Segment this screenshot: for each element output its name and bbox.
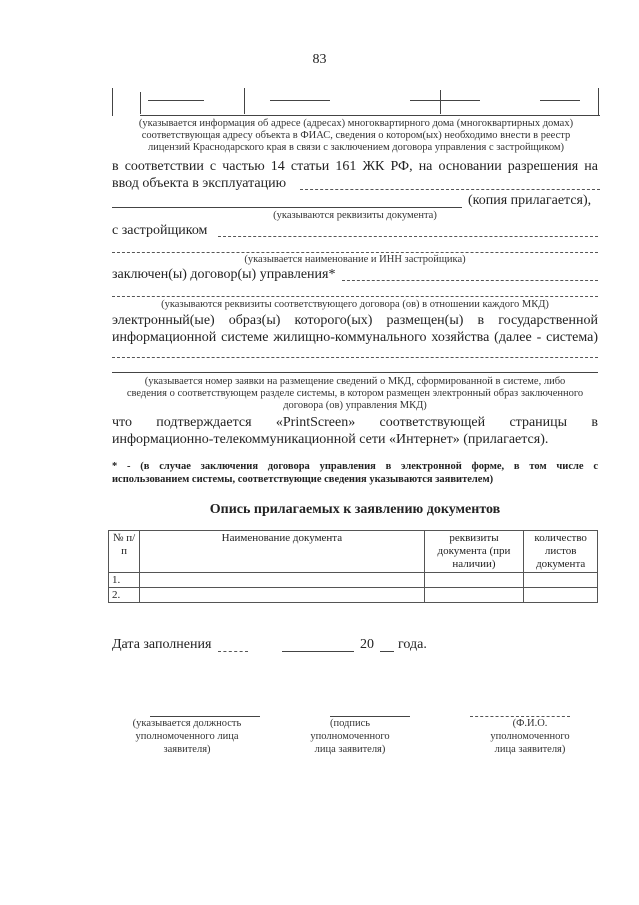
row-doc-name[interactable] <box>140 573 424 588</box>
table-header-row <box>109 531 598 573</box>
signature-hint-line2: уполномоченного <box>310 731 390 742</box>
column-header-sheets: количество листов документа <box>524 531 598 573</box>
paragraph-printscreen-line1: что подтверждается «PrintScreen» соответствующей страницы в <box>112 415 598 430</box>
paragraph-permit-line1: в соответствии с частью 14 статьи 161 ЖК РФ, на основании разрешения на <box>112 159 598 174</box>
column-header-number: № п/п <box>109 531 140 573</box>
fullname-hint-line3: лица заявителя) <box>494 744 566 755</box>
contracts-field-line-2 <box>112 296 598 297</box>
developer-field-line-2 <box>112 252 598 253</box>
row-number: 2. <box>109 588 140 603</box>
address-box-divider <box>440 90 441 114</box>
address-hint-line1: (указывается информация об адресе (адресах) многоквартирного дома (многоквартирных домах) <box>138 118 574 129</box>
date-month-field[interactable] <box>282 651 354 652</box>
address-hint-line3: лицензий Краснодарского края в связи с заключением договора управления с застройщиком) <box>147 142 565 153</box>
signature-field-line[interactable] <box>330 716 410 717</box>
request-hint-line3: договора (ов) управления МКД) <box>283 400 427 411</box>
date-year-suffix: года. <box>398 637 427 652</box>
row-doc-details[interactable] <box>424 588 524 603</box>
address-hint-line2: соответствующая адресу объекта в ФИАС, сведения о котором(ых) необходимо внести в реестр <box>141 130 571 141</box>
row-doc-sheets[interactable] <box>524 573 598 588</box>
footnote-line2: использованием системы, соответствующие сведения указываются заявителем) <box>112 474 494 485</box>
address-field-line <box>410 100 480 101</box>
developer-label: с застройщиком <box>112 223 208 238</box>
position-field-line[interactable] <box>150 716 260 717</box>
paragraph-gis-line1: электронный(ые) образ(ы) которого(ых) размещен(ы) в государственной <box>112 313 598 328</box>
date-label: Дата заполнения <box>112 637 212 652</box>
date-day-field[interactable] <box>218 651 248 652</box>
address-box-left-border <box>112 88 113 116</box>
request-field-line-2 <box>112 372 598 373</box>
table-row <box>109 588 598 603</box>
doc-details-field-line <box>112 207 462 208</box>
request-hint-line1: (указывается номер заявки на размещение сведений о МКД, сформированной в системе, либо <box>144 376 566 387</box>
address-field-line <box>270 100 330 101</box>
address-box-right-border <box>598 88 599 116</box>
paragraph-permit-line2: ввод объекта в эксплуатацию <box>112 176 287 191</box>
request-hint-line2: сведения о соответствующем разделе системы, в котором размещен электронный образ заключенного <box>126 388 584 399</box>
address-field-line <box>148 100 204 101</box>
address-box-divider <box>244 88 245 114</box>
table-row <box>109 573 598 588</box>
request-field-line <box>112 357 598 358</box>
address-box-underline <box>140 115 600 116</box>
developer-hint: (указывается наименование и ИНН застройщика) <box>244 254 466 265</box>
contracts-field-line <box>342 280 598 281</box>
table-title: Опись прилагаемых к заявлению документов <box>209 502 501 517</box>
address-box-divider <box>140 92 141 114</box>
column-header-details: реквизиты документа (при наличии) <box>424 531 524 573</box>
date-year-field[interactable] <box>380 651 394 652</box>
contracts-label: заключен(ы) договор(ы) управления* <box>112 267 336 282</box>
developer-field-line <box>218 236 598 237</box>
date-year-prefix: 20 <box>360 637 374 652</box>
row-doc-details[interactable] <box>424 573 524 588</box>
position-hint-line2: уполномоченного лица <box>135 731 239 742</box>
row-doc-sheets[interactable] <box>524 588 598 603</box>
position-hint-line3: заявителя) <box>163 744 211 755</box>
paragraph-gis-line2: информационной системе жилищно-коммунального хозяйства (далее - система) <box>112 330 598 345</box>
fullname-field-line[interactable] <box>470 716 570 717</box>
signature-hint-line1: (подпись <box>329 718 371 729</box>
address-field-line <box>540 100 580 101</box>
page-number: 83 <box>312 52 327 67</box>
position-hint-line1: (указывается должность <box>132 718 242 729</box>
row-doc-name[interactable] <box>140 588 424 603</box>
column-header-name: Наименование документа <box>140 531 424 573</box>
fullname-hint-line2: уполномоченного <box>490 731 570 742</box>
contracts-hint: (указываются реквизиты соответствующего договора (ов) в отношении каждого МКД) <box>161 299 549 310</box>
fullname-hint-line1: (Ф.И.О. <box>512 718 548 729</box>
footnote-line1: * - (в случае заключения договора управления в электронной форме, в том числе с <box>112 461 598 472</box>
doc-details-hint: (указываются реквизиты документа) <box>273 210 437 221</box>
copy-attached-label: (копия прилагается), <box>468 193 592 208</box>
paragraph-printscreen-line2: информационно-телекоммуникационной сети «Интернет» (прилагается). <box>112 432 549 447</box>
documents-table <box>108 530 598 603</box>
signature-hint-line3: лица заявителя) <box>314 744 386 755</box>
row-number: 1. <box>109 573 140 588</box>
permit-field-line <box>300 189 600 190</box>
